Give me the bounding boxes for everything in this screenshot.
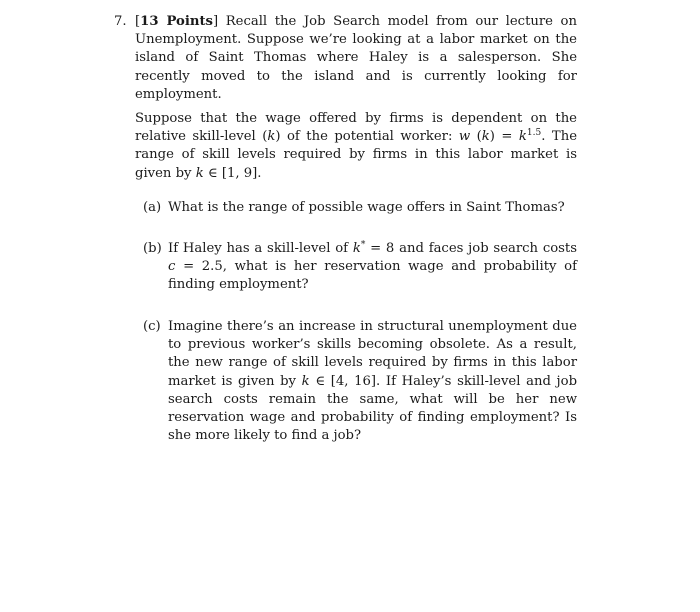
math-var-k: k — [481, 129, 490, 145]
part-c-text-2: ∈ [4, 16]. If Haley’s skill-level and job search costs remain the same, what will be her new reservation wage and probability of finding employment? Is she more likely to find a job? — [168, 373, 578, 444]
part-c-label: (c) — [143, 319, 161, 334]
points-open-bracket: [ — [135, 14, 141, 29]
part-c-text-1: Imagine there’s an increase in structural unemployment due to previous worker’s skills becoming obsolete. As a result, the new range of skill levels required by firms in this labor market is given by — [168, 319, 577, 389]
setup-text-4: ) = — [489, 129, 519, 145]
math-var-c: c — [168, 259, 176, 275]
math-var-k: k — [267, 129, 276, 145]
math-var-k: k — [518, 129, 527, 145]
problem-setup — [135, 110, 577, 183]
part-b-label: (b) — [143, 241, 162, 256]
setup-text-3: ( — [470, 129, 482, 145]
math-exponent: 1.5 — [526, 128, 542, 139]
part-a-label: (a) — [143, 200, 162, 215]
setup-text-6: ∈ [1, 9]. — [203, 165, 262, 181]
part-b-text-2: = 8 and faces job search costs — [365, 241, 577, 256]
setup-text-1: Suppose that the wage offered by firms is dependent on the relative skill-level ( — [135, 111, 577, 145]
problem-number: 7. — [114, 14, 127, 29]
part-b-text — [168, 240, 577, 295]
math-var-k-star: k — [352, 241, 361, 256]
math-var-w: w — [458, 129, 471, 145]
math-var-k: k — [301, 373, 310, 389]
part-c-text — [168, 318, 577, 445]
part-b-text-3: = 2.5, what is her reservation wage and probability of finding employment? — [168, 259, 577, 293]
setup-text-2: ) of the potential worker: — [275, 129, 459, 145]
intro-text: Recall the Job Search model from our lecture on Unemployment. Suppose we’re looking at a labor market on the island of Saint Thomas where Haley is a salesperson. She recently moved to the island and is currently looking for employment. — [135, 14, 577, 102]
part-b-text-1: If Haley has a skill-level of — [168, 241, 353, 256]
problem-intro — [135, 13, 577, 104]
part-a-question: What is the range of possible wage offers in Saint Thomas? — [168, 200, 565, 215]
math-star: * — [360, 240, 366, 250]
math-var-k: k — [195, 165, 204, 181]
points-label: 13 Points — [140, 14, 213, 29]
part-a-text — [168, 199, 577, 217]
points-close-bracket: ] — [212, 14, 219, 29]
setup-text-5: . The range of skill levels required by firms in this labor market is given by — [135, 129, 577, 181]
